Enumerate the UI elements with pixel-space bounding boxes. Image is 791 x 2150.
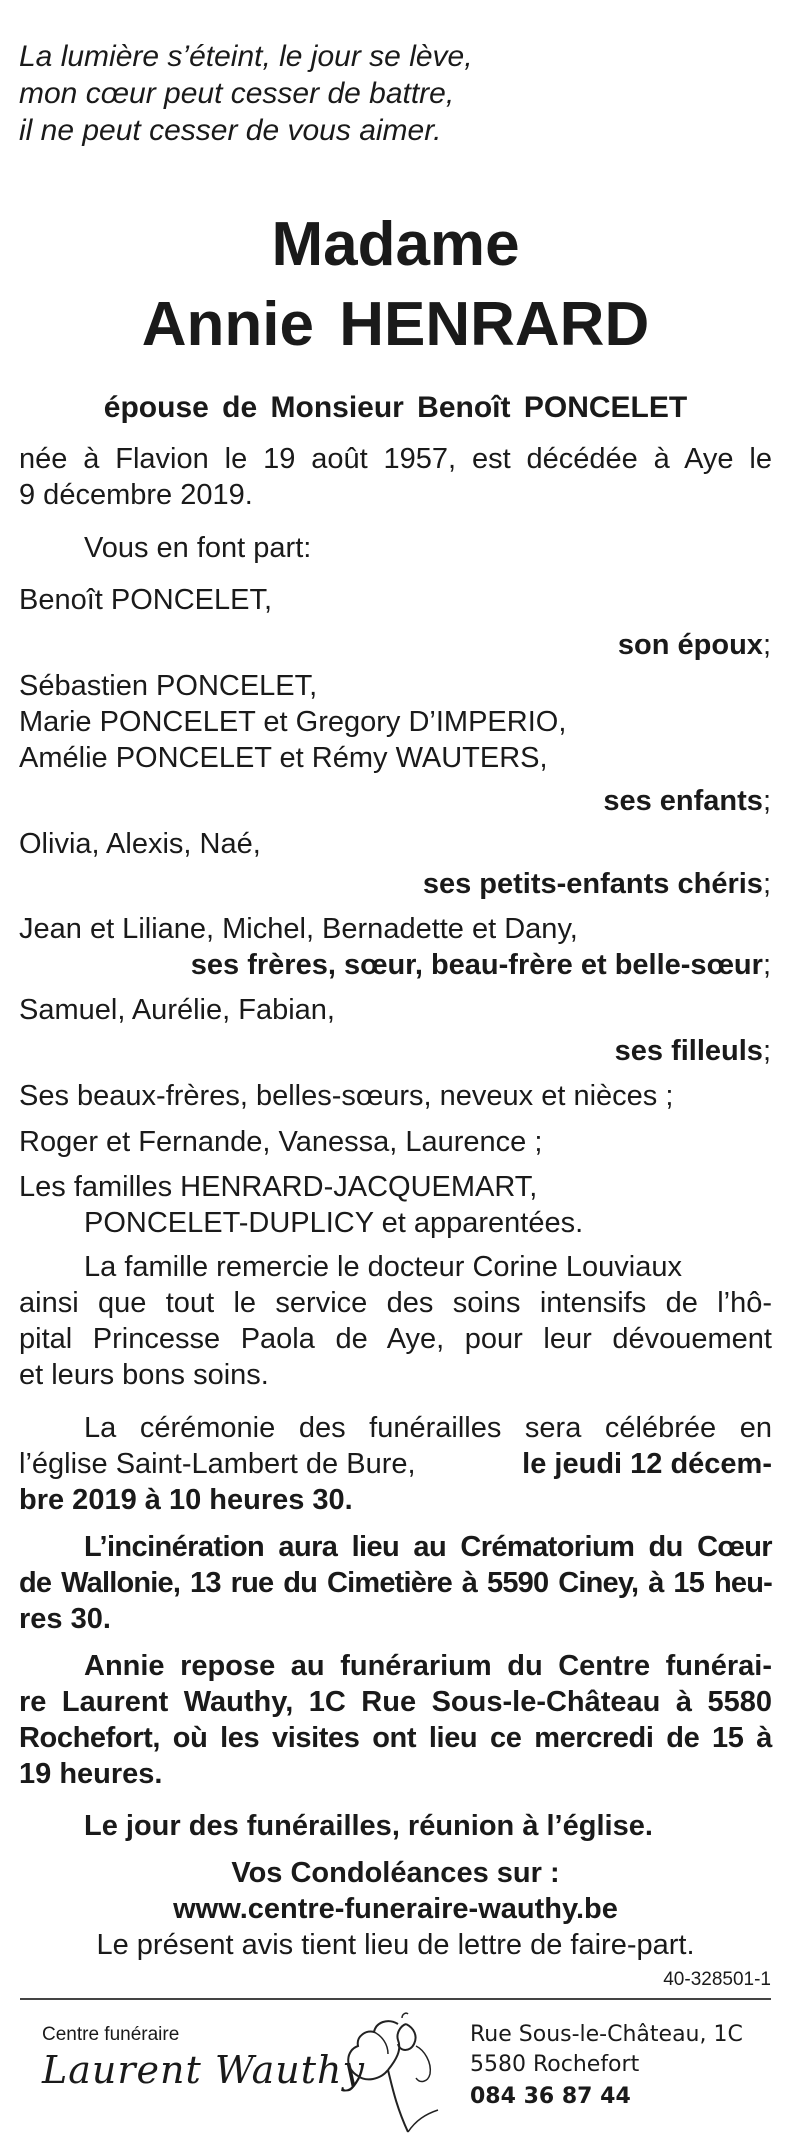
poem-line: mon cœur peut cesser de battre, (19, 77, 455, 110)
child-line: Amélie PONCELET et Rémy WAUTERS, (19, 742, 548, 774)
spouse-role (618, 627, 771, 663)
inlaws-line: Ses beaux-frères, belles-sœurs, neveux et nièces ; (19, 1080, 674, 1112)
siblings-role (191, 947, 771, 983)
semicolon: ; (762, 629, 771, 661)
poem (19, 38, 473, 149)
thanks-line: et leurs bons soins. (19, 1359, 269, 1391)
godchildren-names: Samuel, Aurélie, Fabian, (19, 994, 335, 1026)
notice-line: Le présent avis tient lieu de lettre de faire-part. (96, 1929, 695, 1961)
children-role-label: ses enfants (603, 785, 763, 817)
children-role (603, 783, 771, 819)
address-line-1: Rue Sous-le-Château, 1C (470, 2022, 743, 2047)
families-line-1: Les familles HENRARD-JACQUEMART, (19, 1171, 538, 1203)
cremation-line: de Wallonie, 13 rue du Cimetière à 5590 Ciney, à 15 heu- (19, 1567, 772, 1599)
thanks-line: La famille remercie le docteur Corine Louviaux (84, 1251, 683, 1283)
reference-number: 40-328501-1 (663, 1969, 771, 1990)
condolences-label: Vos Condoléances sur : (231, 1857, 560, 1889)
poem-line: La lumière s’éteint, le jour se lève, (19, 40, 473, 73)
ceremony-line-3: bre 2019 à 10 heures 30. (19, 1484, 353, 1516)
ceremony-place: l’église Saint-Lambert de Bure, (19, 1448, 416, 1480)
birth-line-2: 9 décembre 2019. (19, 479, 253, 511)
child-line: Marie PONCELET et Gregory D’IMPERIO, (19, 706, 567, 738)
title-name: Annie HENRARD (141, 290, 650, 359)
thanks-line: ainsi que tout le service des soins intensifs de l’hô- (19, 1287, 772, 1319)
birth-line-1: née à Flavion le 19 août 1957, est décédée à Aye le (19, 443, 772, 475)
thanks-line: pital Princesse Paola de Aye, pour leur dévouement (19, 1323, 772, 1355)
siblings-names: Jean et Liliane, Michel, Bernadette et Dany, (19, 913, 578, 945)
footer-divider (20, 1998, 771, 2000)
grandchildren-names: Olivia, Alexis, Naé, (19, 828, 261, 860)
condolences-url[interactable]: www.centre-funeraire-wauthy.be (173, 1893, 618, 1925)
families-line-2: PONCELET-DUPLICY et apparentées. (84, 1207, 584, 1239)
ceremony-line-1: La cérémonie des funérailles sera célébrée en (84, 1412, 772, 1444)
ceremony-date: le jeudi 12 décem- (522, 1448, 772, 1480)
spouse-name: Benoît PONCELET, (19, 584, 273, 616)
ceremony-line-2 (19, 1446, 772, 1482)
spouse-line: épouse de Monsieur Benoît PONCELET (103, 391, 688, 424)
cremation-line: res 30. (19, 1603, 111, 1635)
siblings-role-label: ses frères, sœur, beau-frère et belle-sœur (190, 949, 763, 981)
rest-line: Annie repose au funérarium du Centre funérai- (84, 1650, 772, 1682)
spouse-role-label: son époux (617, 629, 763, 661)
address-line-2: 5580 Rochefort (470, 2052, 640, 2077)
rest-line: re Laurent Wauthy, 1C Rue Sous-le-Château à 5580 (19, 1686, 772, 1718)
semicolon: ; (762, 868, 771, 900)
semicolon: ; (762, 1035, 771, 1067)
rest-line: Rochefort, où les visites ont lieu ce mercredi de 15 à (19, 1722, 772, 1754)
semicolon: ; (762, 949, 771, 981)
meeting-line: Le jour des funérailles, réunion à l’église. (84, 1810, 653, 1842)
phone-number[interactable]: 084 36 87 44 (470, 2084, 631, 2109)
intro-line: Vous en font part: (84, 532, 312, 564)
semicolon: ; (762, 785, 771, 817)
logo-name: Laurent Wauthy (42, 2048, 365, 2092)
title-honorific: Madame (271, 210, 520, 279)
rest-line: 19 heures. (19, 1758, 163, 1790)
grandchildren-role-label: ses petits-enfants chéris (422, 868, 763, 900)
cremation-line: L’incinération aura lieu au Crématorium du Cœur (84, 1531, 772, 1563)
others-line: Roger et Fernande, Vanessa, Laurence ; (19, 1126, 543, 1158)
calla-lily-icon (336, 2010, 448, 2140)
godchildren-role (615, 1033, 771, 1069)
child-line: Sébastien PONCELET, (19, 670, 318, 702)
godchildren-role-label: ses filleuls (614, 1035, 763, 1067)
poem-line: il ne peut cesser de vous aimer. (19, 114, 442, 147)
grandchildren-role (423, 866, 771, 902)
logo-caption: Centre funéraire (42, 2024, 180, 2045)
